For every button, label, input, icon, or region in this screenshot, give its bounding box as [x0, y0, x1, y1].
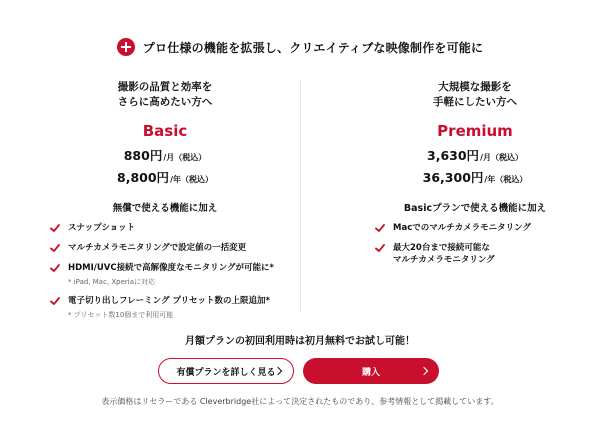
- chevron-right-icon: [420, 367, 428, 375]
- check-icon: [375, 223, 385, 233]
- feature-item: マルチカメラモニタリングで設定値の一括変更: [50, 242, 280, 254]
- check-icon: [50, 223, 60, 233]
- section-title: プロ仕様の機能を拡張し、クリエイティブな映像制作を可能に: [142, 40, 484, 55]
- basic-plan-name: Basic: [142, 122, 188, 140]
- feature-item: 最大20台まで接続可能な マルチカメラモニタリング: [375, 242, 575, 266]
- basic-price-monthly: 880円/月（税込）: [123, 148, 207, 163]
- check-icon: [50, 296, 60, 306]
- trial-notice: 月額プランの初回利用時は初月無料でお試し可能！: [185, 336, 415, 347]
- basic-price-yearly: 8,800円/年（税込）: [117, 170, 213, 185]
- price-disclaimer: 表示価格はリセラーである Cleverbridge社によって決定されたものであり、参考情報として掲載しています。: [101, 397, 499, 406]
- check-icon: [50, 243, 60, 253]
- check-icon: [375, 243, 385, 253]
- premium-price-monthly: 3,630円/月（税込）: [427, 148, 523, 163]
- plus-icon: [117, 38, 135, 56]
- column-divider: [300, 80, 301, 312]
- plan-details-button[interactable]: 有償プランを詳しく見る: [158, 358, 294, 384]
- premium-lead: 大規模な撮影を 手軽にしたい方へ: [433, 81, 517, 108]
- basic-features-title: 無償で使える機能に加え: [112, 203, 218, 214]
- check-icon: [50, 263, 60, 273]
- feature-note: * プリセット数10個まで利用可能: [68, 311, 174, 319]
- premium-plan-name: Premium: [437, 122, 513, 140]
- premium-features-title: Basicプランで使える機能に加え: [403, 203, 547, 214]
- feature-item: 電子切り出しフレーミング プリセット数の上限追加*: [50, 295, 280, 307]
- feature-item: スナップショット: [50, 222, 280, 234]
- feature-item: HDMI/UVC接続で高解像度なモニタリングが可能に*: [50, 262, 280, 274]
- section-header: [0, 38, 600, 56]
- buy-button[interactable]: 購入: [303, 358, 439, 384]
- feature-note: * iPad, Mac, Xperiaに対応: [68, 278, 156, 286]
- premium-plan-column: [375, 80, 575, 266]
- feature-item: Macでのマルチカメラモニタリング: [375, 222, 575, 234]
- basic-lead: 撮影の品質と効率を さらに高めたい方へ: [117, 81, 213, 108]
- premium-price-yearly: 36,300円/年（税込）: [422, 170, 528, 185]
- basic-plan-column: [50, 80, 280, 320]
